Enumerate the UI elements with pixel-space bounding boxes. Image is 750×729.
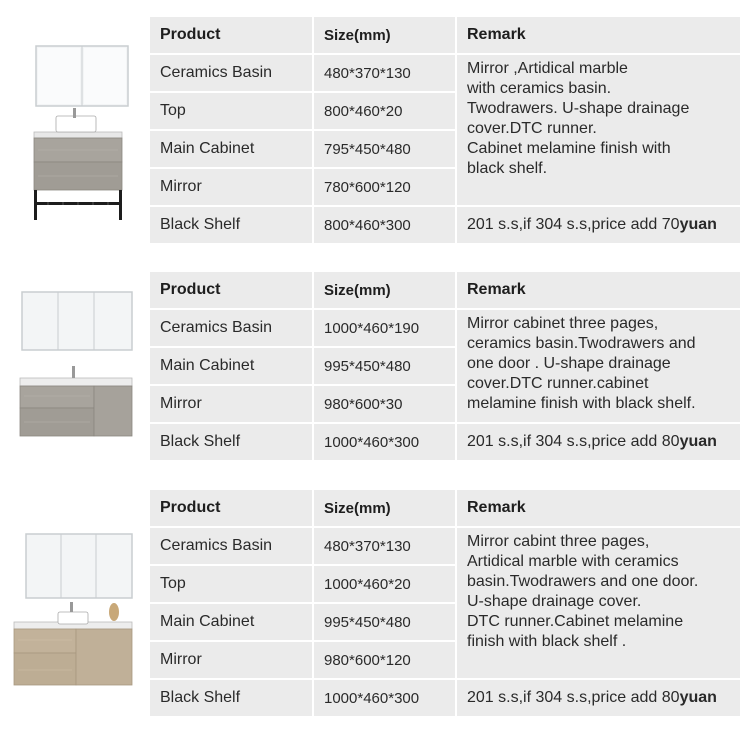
product-name: Ceramics Basin [150,310,314,348]
remark-line: Artidical marble with ceramics [467,553,679,570]
product-name: Ceramics Basin [150,55,314,93]
product-size: 1000*460*20 [314,566,457,604]
product-size: 980*600*120 [314,642,457,680]
header-remark: Remark [457,490,740,528]
header-size: Size(mm) [314,17,457,55]
price-unit: yuan [679,433,717,450]
table-row [150,207,740,245]
remark-line: cover.DTC runner.cabinet [467,375,649,392]
spec-table-1 [150,17,740,245]
product-size: 480*370*130 [314,528,457,566]
product-size: 980*600*30 [314,386,457,424]
table-row [150,55,740,93]
spec-table-2 [150,272,740,462]
product-name: Black Shelf [150,680,314,718]
vanity-photo-2 [16,288,136,440]
product-name: Main Cabinet [150,131,314,169]
remark-text [457,528,740,680]
table-row [150,424,740,462]
vanity-photo-3 [10,530,136,692]
table-header-row [150,272,740,310]
product-name: Main Cabinet [150,604,314,642]
product-size: 1000*460*300 [314,680,457,718]
product-size: 480*370*130 [314,55,457,93]
remark-text [457,55,740,207]
remark-text [457,310,740,424]
header-product: Product [150,490,314,528]
product-name: Black Shelf [150,207,314,245]
remark-line: DTC runner.Cabinet melamine [467,613,684,630]
price-unit: yuan [679,216,717,233]
remark-line: Mirror ,Artidical marble [467,60,628,77]
product-name: Top [150,566,314,604]
table-row [150,310,740,348]
vanity-photo-1 [18,40,144,224]
product-size: 800*460*300 [314,207,457,245]
product-name: Mirror [150,642,314,680]
header-remark: Remark [457,272,740,310]
table-row [150,680,740,718]
product-size: 800*460*20 [314,93,457,131]
product-name: Mirror [150,169,314,207]
header-product: Product [150,272,314,310]
remark-line: melamine finish with black shelf. [467,395,696,412]
product-size: 995*450*480 [314,604,457,642]
price-note: 201 s.s,if 304 s.s,price add 70yuan [457,207,740,245]
product-size: 1000*460*190 [314,310,457,348]
remark-line: Mirror cabint three pages, [467,533,650,550]
price-note: 201 s.s,if 304 s.s,price add 80yuan [457,424,740,462]
remark-line: ceramics basin.Twodrawers and [467,335,696,352]
price-unit: yuan [679,689,717,706]
product-size: 795*450*480 [314,131,457,169]
table-header-row [150,490,740,528]
header-size: Size(mm) [314,490,457,528]
remark-line: one door . U-shape drainage [467,355,671,372]
spec-table-3 [150,490,740,718]
header-remark: Remark [457,17,740,55]
remark-line: black shelf. [467,160,548,177]
product-name: Black Shelf [150,424,314,462]
product-size: 995*450*480 [314,348,457,386]
product-name: Top [150,93,314,131]
price-note: 201 s.s,if 304 s.s,price add 80yuan [457,680,740,718]
product-name: Main Cabinet [150,348,314,386]
remark-line: U-shape drainage cover. [467,593,642,610]
product-size: 780*600*120 [314,169,457,207]
remark-line: cover.DTC runner. [467,120,597,137]
header-product: Product [150,17,314,55]
remark-line: Cabinet melamine finish with [467,140,671,157]
header-size: Size(mm) [314,272,457,310]
remark-line: with ceramics basin. [467,80,612,97]
table-header-row [150,17,740,55]
remark-line: Mirror cabinet three pages, [467,315,659,332]
table-row [150,528,740,566]
remark-line: Twodrawers. U-shape drainage [467,100,690,117]
product-name: Mirror [150,386,314,424]
product-name: Ceramics Basin [150,528,314,566]
remark-line: finish with black shelf . [467,633,627,650]
remark-line: basin.Twodrawers and one door. [467,573,699,590]
product-size: 1000*460*300 [314,424,457,462]
